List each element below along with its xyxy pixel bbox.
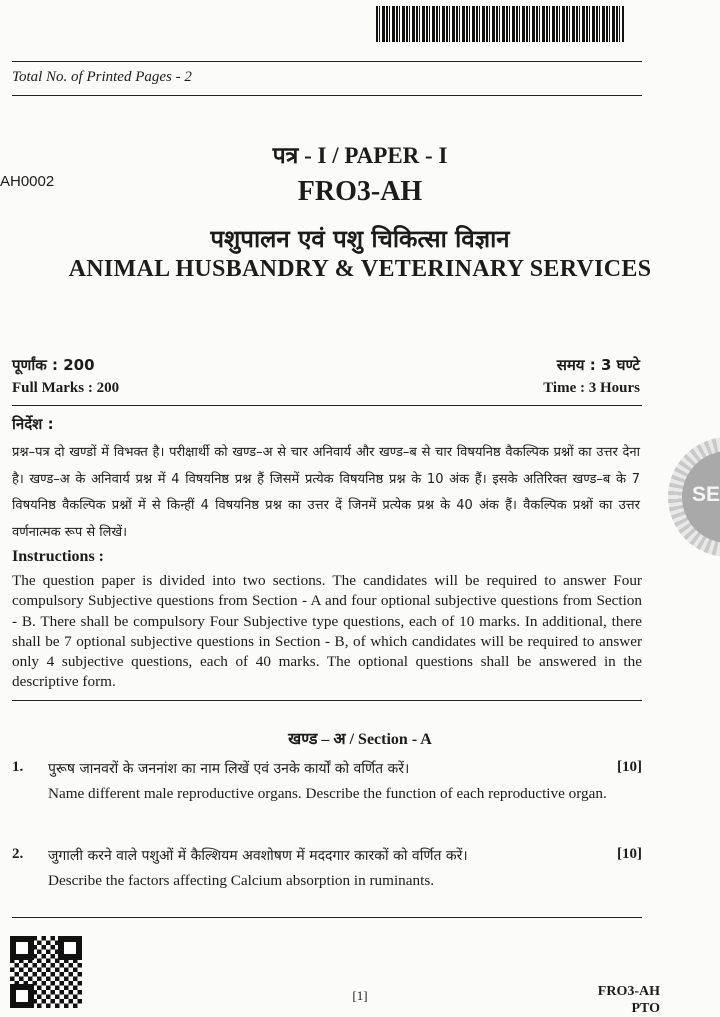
instructions-heading-hindi: निर्देश : [12, 415, 54, 433]
question-2-english: Describe the factors affecting Calcium absorption in ruminants. [48, 872, 435, 889]
printed-pages: Total No. of Printed Pages - 2 [12, 69, 192, 85]
paper-code: FRO3-AH [297, 176, 423, 207]
header-rule-bottom [12, 95, 642, 96]
instructions-body-hindi: प्रश्न–पत्र दो खण्डों में विभक्त है। परीक्षार्थी को खण्ड–अ से चार अनिवार्य और खण्ड–ब से चार विषयनिष्ठ वैकल्पिक प्रश्नों का उत्तर देना है। खण्ड–अ के अनिवार्य प्रश्न में 4 विषयनिष्ठ प्रश्न हैं जिसमें प्रत्येक विषयनिष्ठ प्रश्न के 10 अंक हैं। इसके अतिरिक्त खण्ड–ब के 7 विषयनिष्ठ वैकल्पिक प्रश्नों में से किन्हीं 4 विषयनिष्ठ प्रश्न का उत्तर दें जिनमें प्रत्येक प्रश्न के 40 अंक हैं। वैकल्पिक प्रश्नों का उत्तर वर्णनात्मक रूप से लिखें। [12, 445, 640, 540]
header-rule [12, 61, 642, 62]
subject-hindi: पशुपालन एवं पशु चिकित्सा विज्ञान [210, 225, 510, 253]
question-2-hindi: जुगाली करने वाले पशुओं में कैल्शियम अवशोषण में मददगार कारकों को वर्णित करें। [48, 848, 468, 864]
footer-paper-code: FRO3-AH [597, 984, 660, 999]
full-marks-english: Full Marks : 200 [12, 380, 120, 396]
subject-english: ANIMAL HUSBANDRY & VETERINARY SERVICES [68, 256, 652, 282]
full-marks-hindi: पूर्णांक : 200 [12, 356, 95, 374]
question-1-marks: [10] [617, 759, 642, 775]
question-1-number: 1. [12, 759, 24, 775]
section-heading: खण्ड – अ / Section - A [288, 731, 432, 748]
instructions-body-english: The question paper is divided into two sections. The candidates will be required to answer Four compulsory Subjective questions from Section - A and four optional subjective questions from Section - B. There shall be compulsory Four Subjective type questions, each of 10 marks. In additional, there shall be 7 optional subjective questions in Section - B, of which candidates will be required to answer only 4 subjective questions, each of 40 marks. The optional questions shall be answered in the descriptive form. [12, 572, 642, 691]
seal-stamp [668, 437, 720, 557]
side-code: AH0002 [0, 173, 55, 190]
paper-title: पत्र - I / PAPER - I [272, 143, 448, 168]
instructions-heading-english: Instructions : [12, 548, 105, 565]
marks-rule [12, 405, 642, 406]
footer-rule [12, 917, 642, 918]
time-english: Time : 3 Hours [543, 380, 640, 396]
footer-pto: PTO [631, 1001, 660, 1016]
page-number: [1] [352, 988, 368, 1003]
question-1-hindi: पुरूष जानवरों के जननांश का नाम लिखें एवं उनके कार्यों को वर्णित करें। [48, 761, 410, 777]
time-hindi: समय : 3 घण्टे [556, 356, 640, 374]
barcode [376, 6, 624, 42]
instructions-rule [12, 700, 642, 701]
question-1-english: Name different male reproductive organs. Describe the function of each reproductive organ. [48, 785, 607, 802]
question-2-marks: [10] [617, 846, 642, 862]
footer-code [598, 983, 660, 1017]
question-2-number: 2. [12, 846, 24, 862]
seal-stamp-text: SE [692, 483, 720, 506]
